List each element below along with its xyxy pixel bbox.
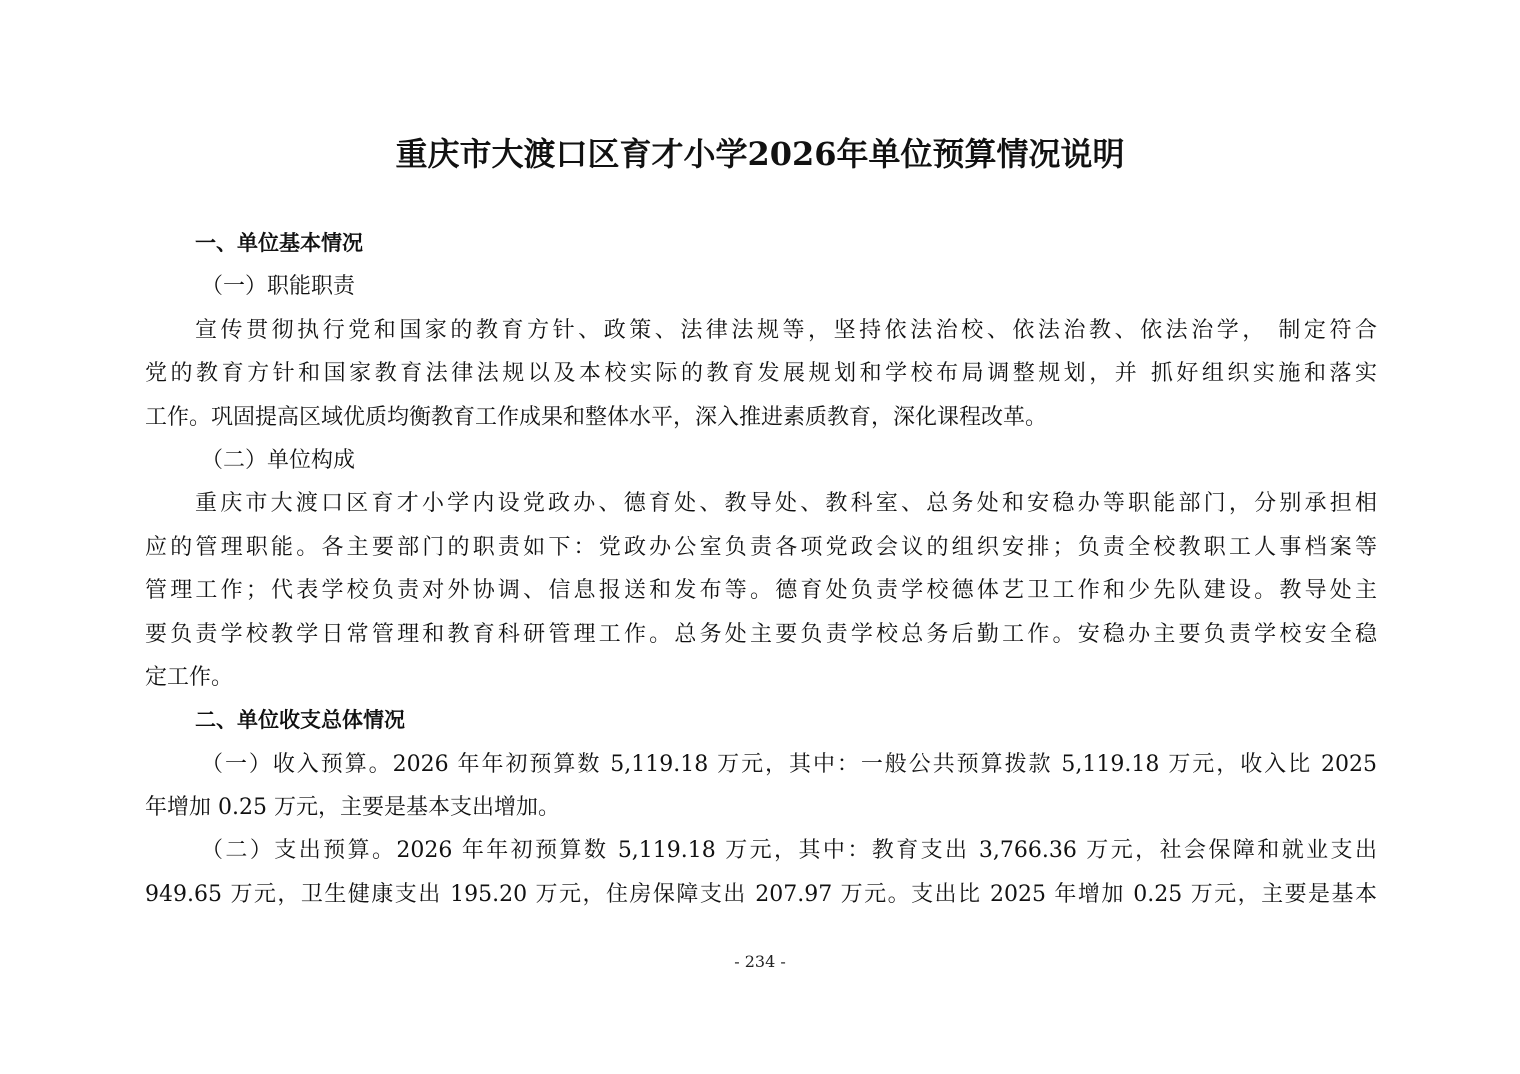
page-number: - 234 - bbox=[734, 952, 786, 971]
paragraph-line: 重庆市大渡口区育才小学内设党政办、德育处、教导处、教科室、总务处和安稳办等职能部门，分别承担相 bbox=[195, 491, 1377, 517]
paragraph-line: 工作。巩固提高区域优质均衡教育工作成果和整体水平，深入推进素质教育，深化课程改革。 bbox=[145, 404, 1048, 430]
paragraph-line: （一）收入预算。2026 年年初预算数 5,119.18 万元，其中：一般公共预算拨款 5,119.18 万元，收入比 2025 bbox=[201, 751, 1377, 777]
subheading-functions: （一）职能职责 bbox=[201, 274, 356, 300]
paragraph-line: 年增加 0.25 万元，主要是基本支出增加。 bbox=[145, 795, 560, 821]
paragraph-line: 949.65 万元，卫生健康支出 195.20 万元，住房保障支出 207.97 万元。支出比 2025 年增加 0.25 万元，主要是基本 bbox=[145, 881, 1377, 907]
paragraph-line: 要负责学校教学日常管理和教育科研管理工作。总务处主要负责学校总务后勤工作。安稳办主要负责学校安全稳 bbox=[145, 621, 1377, 647]
paragraph-line: 党的教育方针和国家教育法律法规以及本校实际的教育发展规划和学校布局调整规划，并 抓好组织实施和落实 bbox=[145, 361, 1377, 387]
paragraph-line: 应的管理职能。各主要部门的职责如下：党政办公室负责各项党政会议的组织安排；负责全校教职工人事档案等 bbox=[145, 534, 1377, 560]
paragraph-line: 定工作。 bbox=[145, 664, 234, 690]
document-body bbox=[145, 222, 1377, 916]
paragraph-line: （二）支出预算。2026 年年初预算数 5,119.18 万元，其中：教育支出 3,766.36 万元，社会保障和就业支出 bbox=[201, 838, 1377, 864]
paragraph-line: 宣传贯彻执行党和国家的教育方针、政策、法律法规等，坚持依法治校、依法治教、依法治学， 制定符合 bbox=[195, 317, 1377, 343]
section-heading-revenue-expenditure: 二、单位收支总体情况 bbox=[195, 708, 405, 733]
section-heading-basic-info: 一、单位基本情况 bbox=[195, 231, 363, 255]
subheading-structure: （二）单位构成 bbox=[201, 447, 356, 473]
paragraph-line: 管理工作；代表学校负责对外协调、信息报送和发布等。德育处负责学校德体艺卫工作和少先队建设。教导处主 bbox=[145, 578, 1377, 604]
document-title: 重庆市大渡口区育才小学2026年单位预算情况说明 bbox=[395, 135, 1125, 173]
